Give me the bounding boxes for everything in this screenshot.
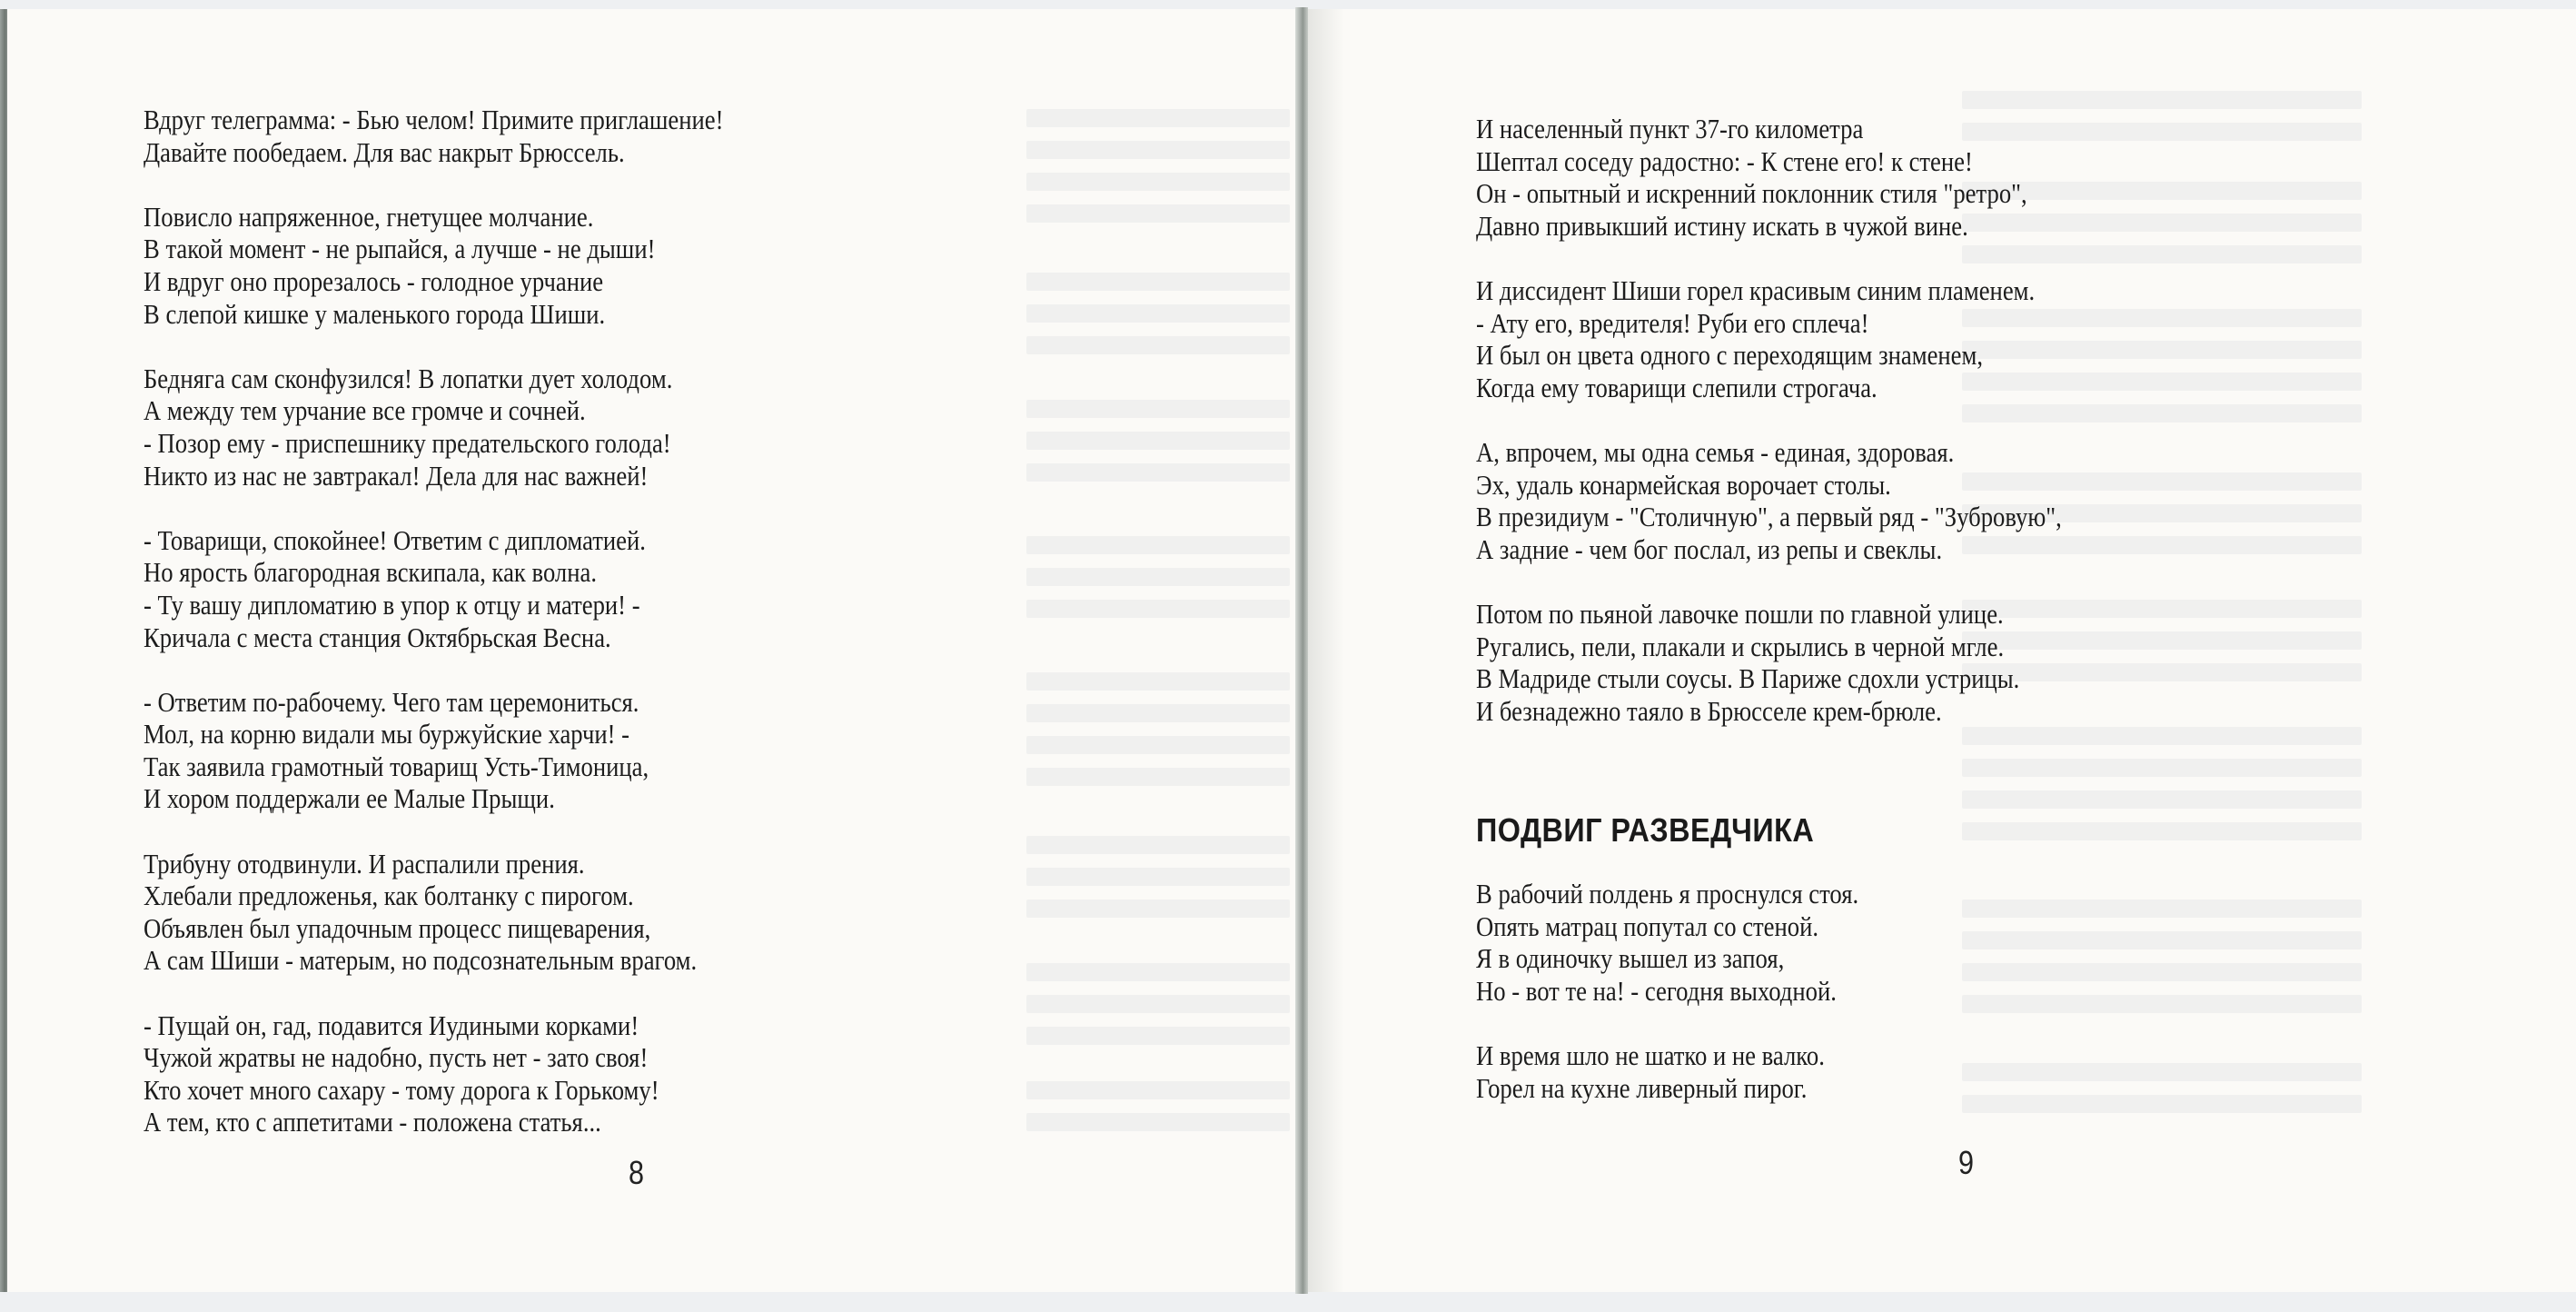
show-through-mark: [1026, 141, 1290, 159]
poem-line: - Позор ему - приспешнику предательского голода!: [144, 426, 671, 459]
poem-line: Он - опытный и искренний поклонник стиля "ретро",: [1476, 177, 2027, 210]
show-through-mark: [1026, 536, 1290, 554]
show-through-mark: [1962, 790, 2362, 809]
show-through-mark: [1962, 822, 2362, 840]
stanza: [1476, 274, 2062, 403]
poem-line: Повисло напряженное, гнетущее молчание.: [144, 200, 594, 233]
poem-line: Хлебали предложенья, как болтанку с пирогом.: [144, 880, 634, 912]
stanza: [1476, 878, 1858, 1007]
poem-line: Давно привыкший истину искать в чужой вине.: [1476, 209, 1968, 242]
poem-line: И вдруг оно прорезалось - голодное урчание: [144, 264, 604, 297]
poem-line: Кричала с места станция Октябрьская Весна.: [144, 621, 611, 653]
poem-line: Ругались, пели, плакали и скрылись в черной мгле.: [1476, 630, 2005, 662]
show-through-mark: [1962, 931, 2362, 949]
stanza: [1476, 436, 2062, 565]
poem-line: - Ату его, вредителя! Руби его сплеча!: [1476, 306, 1869, 339]
show-through-mark: [1962, 91, 2362, 109]
show-through-mark: [1026, 109, 1290, 127]
show-through-mark: [1026, 768, 1290, 786]
poem-line: В рабочий полдень я проснулся стоя.: [1476, 878, 1859, 909]
show-through-mark: [1026, 463, 1290, 482]
poem-line: А, впрочем, мы одна семья - единая, здоровая.: [1476, 435, 1955, 468]
poem-line: - Ответим по-рабочему. Чего там церемониться.: [144, 685, 639, 718]
poem-line: И время шло не шатко и не валко.: [1476, 1039, 1825, 1071]
show-through-mark: [1026, 304, 1290, 323]
stanza: [144, 848, 723, 977]
poem-line: Шептал соседу радостно: - К стене его! к стене!: [1476, 144, 1973, 177]
poem-line: Горел на кухне ливерный пирог.: [1476, 1071, 1808, 1104]
poem-line: - Товарищи, спокойнее! Ответим с дипломатией.: [144, 523, 646, 556]
show-through-mark: [1026, 204, 1290, 223]
poem-line: В слепой кишке у маленького города Шиши.: [144, 297, 606, 330]
poem-line: Но ярость благородная вскипала, как волна.: [144, 556, 598, 589]
show-through-mark: [1026, 836, 1290, 854]
stanza: [1476, 1039, 1858, 1104]
show-through-mark: [1026, 995, 1290, 1013]
show-through-mark: [1962, 1063, 2362, 1081]
poem-line: И был он цвета одного с переходящим знаменем,: [1476, 339, 1984, 372]
poem-line: Мол, на корню видали мы буржуйские харчи! -: [144, 718, 630, 750]
show-through-mark: [1962, 995, 2362, 1013]
stanza: [144, 363, 723, 492]
show-through-mark: [1026, 900, 1290, 918]
show-through-mark: [1026, 600, 1290, 618]
poem-line: Чужой жратвы не надобно, пусть нет - зато своя!: [144, 1041, 649, 1074]
poem-line: Объявлен был упадочным процесс пищеварения,: [144, 911, 651, 944]
show-through-mark: [1026, 1027, 1290, 1045]
poem-line: Потом по пьяной лавочке пошли по главной улице.: [1476, 597, 2004, 630]
poem-line: Так заявила грамотный товарищ Усть-Тимоница,: [144, 750, 649, 782]
show-through-mark: [1026, 1113, 1290, 1131]
stanza: [144, 201, 723, 330]
poem-line: Я в одиночку вышел из запоя,: [1476, 942, 1785, 975]
stanza: [1476, 113, 2062, 242]
show-through-mark: [1026, 672, 1290, 691]
poem-line: Но - вот те на! - сегодня выходной.: [1476, 974, 1837, 1007]
left-page-poem: [144, 104, 723, 1171]
poem-line: А сам Шиши - матерым, но подсознательным врагом.: [144, 944, 698, 977]
poem-line: В Мадриде стыли соусы. В Париже сдохли устрицы.: [1476, 662, 2020, 695]
poem-title: ПОДВИГ РАЗВЕДЧИКА: [1476, 811, 1815, 849]
stanza: [144, 104, 723, 168]
stanza: [144, 686, 723, 815]
page-number-left: 8: [629, 1154, 645, 1191]
stanza: [144, 1009, 723, 1138]
poem-line: Никто из нас не завтракал! Дела для нас важней!: [144, 459, 649, 492]
show-through-mark: [1962, 963, 2362, 981]
show-through-mark: [1026, 273, 1290, 291]
show-through-mark: [1962, 900, 2362, 918]
poem-line: И хором поддержали ее Малые Прыщи.: [144, 782, 555, 815]
show-through-mark: [1026, 704, 1290, 722]
gutter-shadow: [1308, 9, 1344, 1292]
show-through-mark: [1026, 963, 1290, 981]
poem-line: В такой момент - не рыпайся, а лучше - не дыши!: [144, 233, 656, 265]
poem-line: Эх, удаль конармейская ворочает столы.: [1476, 468, 1891, 501]
show-through-mark: [1026, 1081, 1290, 1099]
stanza: [1476, 598, 2062, 727]
show-through-mark: [1026, 432, 1290, 450]
right-page-poem: [1476, 113, 2062, 760]
show-through-mark: [1026, 173, 1290, 191]
poem-line: И диссидент Шиши горел красивым синим пламенем.: [1476, 273, 2036, 306]
show-through-mark: [1026, 736, 1290, 754]
poem-line: В президиум - "Столичную", а первый ряд - "Зубровую",: [1476, 501, 2062, 533]
show-through-mark: [1962, 1095, 2362, 1113]
poem-line: Трибуну отодвинули. И распалили прения.: [144, 847, 585, 880]
show-through-mark: [1026, 868, 1290, 886]
show-through-mark: [1962, 759, 2362, 777]
book-gutter: [1295, 7, 1308, 1294]
poem-line: Когда ему товарищи слепили строгача.: [1476, 371, 1878, 403]
show-through-mark: [1026, 400, 1290, 418]
poem-line: Вдруг телеграмма: - Бью челом! Примите приглашение!: [144, 104, 724, 135]
poem-line: А задние - чем бог послал, из репы и свеклы.: [1476, 532, 1943, 565]
poem-line: Опять матрац попутал со стеной.: [1476, 909, 1819, 942]
show-through-mark: [1026, 336, 1290, 354]
second-poem: [1476, 878, 1858, 1137]
stanza: [144, 524, 723, 653]
show-through-mark: [1026, 568, 1290, 586]
poem-line: А между тем урчание все громче и сочней.: [144, 394, 586, 427]
poem-line: Бедняга сам сконфузился! В лопатки дует холодом.: [144, 362, 673, 394]
poem-line: - Пущай он, гад, подавится Иудиными корками!: [144, 1009, 639, 1041]
poem-line: А тем, кто с аппетитами - положена статья...: [144, 1106, 601, 1138]
poem-line: Кто хочет много сахару - тому дорога к Горькому!: [144, 1073, 659, 1106]
poem-line: И населенный пункт 37-го километра: [1476, 113, 1864, 144]
poem-line: Давайте пообедаем. Для вас накрыт Брюссель.: [144, 135, 625, 168]
poem-line: И безнадежно таяло в Брюсселе крем-брюле.: [1476, 694, 1942, 727]
page-number-right: 9: [1958, 1144, 1975, 1181]
poem-line: - Ту вашу дипломатию в упор к отцу и матери! -: [144, 588, 640, 621]
